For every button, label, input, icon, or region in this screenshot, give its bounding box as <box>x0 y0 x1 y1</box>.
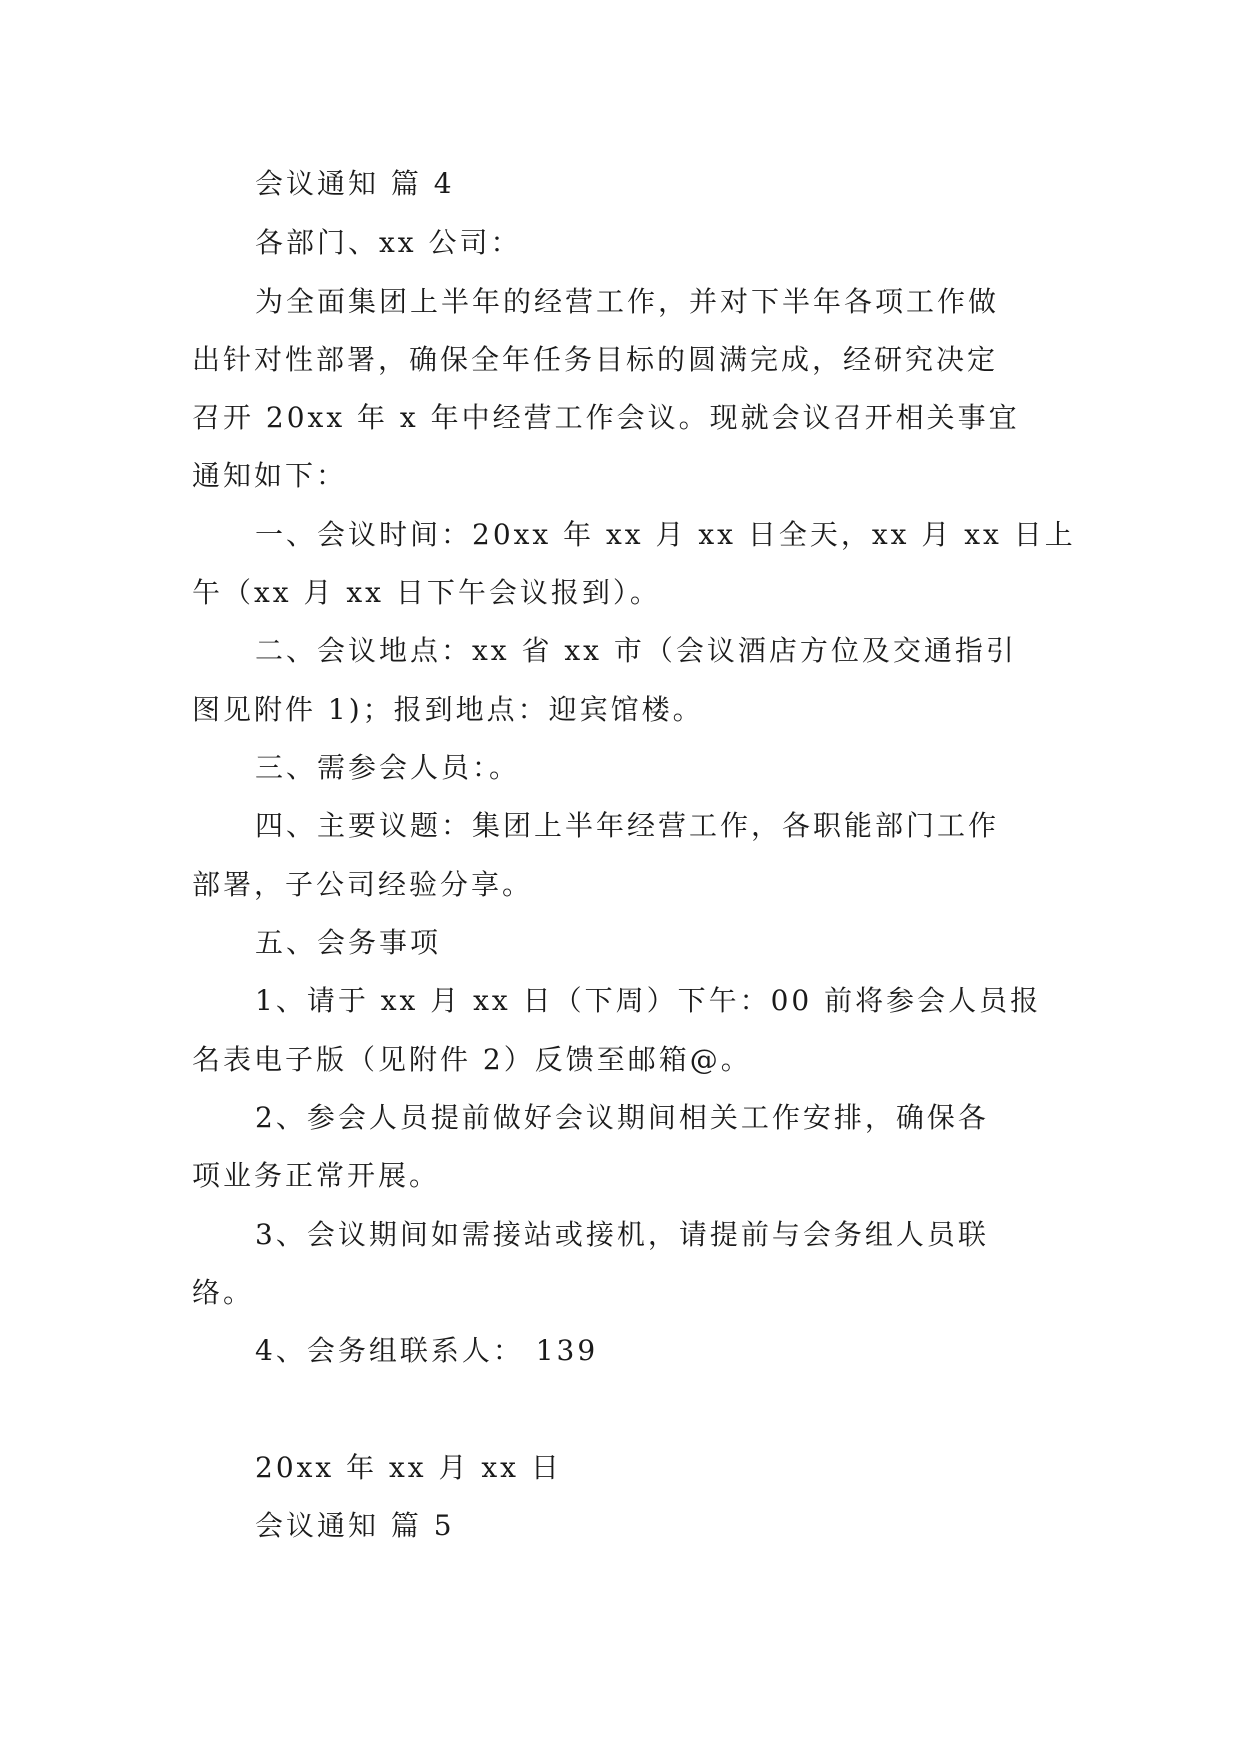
paragraph-line: 2、参会人员提前做好会议期间相关工作安排，确保各 <box>255 1101 989 1134</box>
paragraph-line: 为全面集团上半年的经营工作，并对下半年各项工作做 <box>255 285 1000 318</box>
paragraph-line: 4、会务组联系人： 139 <box>255 1334 599 1367</box>
paragraph-line: 五、会务事项 <box>255 926 442 959</box>
paragraph-line: 3、会议期间如需接站或接机，请提前与会务组人员联 <box>255 1218 989 1251</box>
paragraph-line: 午（xx 月 xx 日下午会议报到）。 <box>192 576 661 609</box>
paragraph-line: 名表电子版（见附件 2）反馈至邮箱@。 <box>192 1043 752 1076</box>
section-heading: 会议通知 篇 5 <box>255 1509 455 1542</box>
paragraph-line: 三、需参会人员：。 <box>255 751 521 784</box>
paragraph-line: 四、主要议题：集团上半年经营工作，各职能部门工作 <box>255 809 1000 842</box>
paragraph-line: 一、会议时间：20xx 年 xx 月 xx 日全天，xx 月 xx 日上 <box>255 518 1076 551</box>
paragraph-line: 召开 20xx 年 x 年中经营工作会议。现就会议召开相关事宜 <box>192 401 1020 434</box>
paragraph-line: 项业务正常开展。 <box>192 1159 441 1192</box>
paragraph-line: 二、会议地点：xx 省 xx 市（会议酒店方位及交通指引 <box>255 634 1017 667</box>
paragraph-line: 1、请于 xx 月 xx 日（下周）下午：00 前将参会人员报 <box>255 984 1042 1017</box>
paragraph-line: 图见附件 1)；报到地点：迎宾馆楼。 <box>192 693 704 726</box>
salutation: 各部门、xx 公司： <box>255 226 522 259</box>
paragraph-line: 络。 <box>192 1276 255 1309</box>
paragraph-line: 部署，子公司经验分享。 <box>192 868 534 901</box>
paragraph-line: 出针对性部署，确保全年任务目标的圆满完成，经研究决定 <box>192 343 999 376</box>
paragraph-line: 通知如下： <box>192 459 348 492</box>
date-line: 20xx 年 xx 月 xx 日 <box>255 1451 562 1484</box>
section-heading: 会议通知 篇 4 <box>255 167 455 200</box>
